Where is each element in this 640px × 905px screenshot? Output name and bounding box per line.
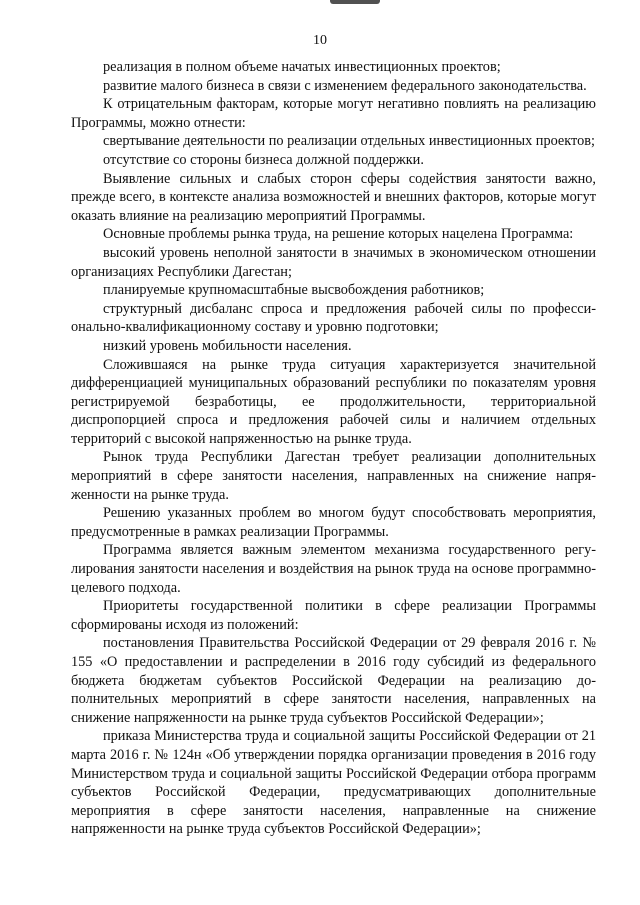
paragraph: постановления Правительства Российской Федерации от 29 февраля 2016 г. № 155 «О предоставлении и распределении в 2016 году субсидий из федерального бюджета бюджетам субъектов Российской Федерации на реализацию дополнительных мероприятий в сфере занятости населения, направленных на снижение напряженности на рынке труда субъектов Российской Федерации»; [71,635,596,726]
paragraph: отсутствие со стороны бизнеса должной поддержки. [103,151,424,168]
paragraph: приказа Министерства труда и социальной защиты Российской Федерации от 21 марта 2016 г. № 124н «Об утверждении порядка организации проведения в 2016 году Министерством труда и социальной защиты Российской Федерации отбора программ субъектов Российской Федерации, предусматривающих дополнительные мероприятия в сфере занятости населения, направленные на снижение напряженности на рынке труда субъектов Российской Федерации»; [71,728,596,838]
page-number: 10 [313,33,327,48]
paragraph: Рынок труда Республики Дагестан требует реализации дополнительных мероприятий в сфере занятости населения, направленных на снижение напряженности на рынке труда. [71,449,596,503]
paragraph: Основные проблемы рынка труда, на решение которых нацелена Программа: [103,226,574,243]
paragraph: свертывание деятельности по реализации отдельных инвестиционных проектов; [103,133,595,150]
paragraph: низкий уровень мобильности населения. [103,337,352,354]
scan-artifact [330,0,380,4]
paragraph: Сложившаяся на рынке труда ситуация характеризуется значительной дифференциацией муниципальных образований республики по показателям уровня регистрируемой безработицы, ее продолжительности, территориальной диспропорцией спроса и предложения рабочей силы и наличием отдельных территорий с высокой напряженностью на рынке труда. [71,356,596,447]
paragraph: высокий уровень неполной занятости в значимых в экономическом отношении организациях Республики Дагестан; [71,244,596,280]
document-body [71,58,596,839]
paragraph: реализация в полном объеме начатых инвестиционных проектов; [103,59,501,75]
paragraph: К отрицательным факторам, которые могут негативно повлиять на реализацию Программы, можно отнести: [71,96,596,131]
paragraph: Приоритеты государственной политики в сфере реализации Программы сформированы исходя из положений: [71,598,596,633]
paragraph: Решению указанных проблем во многом будут способствовать мероприятия, предусмотренные в рамках реализации Программы. [71,505,596,540]
paragraph: планируемые крупномасштабные высвобождения работников; [103,282,485,299]
paragraph: развитие малого бизнеса в связи с изменением федерального законодательства. [103,77,587,94]
paragraph: Программа является важным элементом механизма государственного регулирования занятости населения и воздействия на рынок труда на основе программно-целевого подхода. [71,542,596,596]
paragraph: структурный дисбаланс спроса и предложения рабочей силы по профессионально-квалификационному составу и уровню подготовки; [71,300,596,336]
paragraph: Выявление сильных и слабых сторон сферы содействия занятости важно, прежде всего, в контексте анализа возможностей и внешних факторов, которые могут оказать влияние на реализацию мероприятий Программы. [71,170,596,224]
